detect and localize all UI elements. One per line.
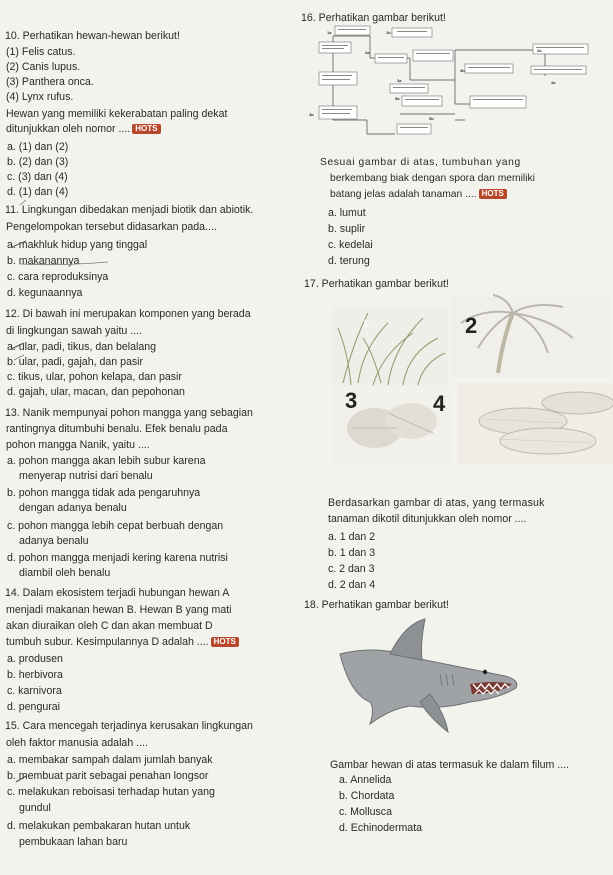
key-label: 4a [551,80,556,85]
q12-option-b[interactable]: b. ular, padi, gajah, dan pasir [7,356,144,368]
q17-stem: 17. Perhatikan gambar berikut! [304,278,449,290]
q10-item: (4) Lynx rufus. [6,91,74,103]
q12-option-d[interactable]: d. gajah, ular, macan, dan pepohonan [7,386,185,398]
q15-option-d-cont: pembukaan lahan baru [19,836,128,848]
q15-stem-line: 15. Cara mencegah terjadinya kerusakan lingkungan [5,720,253,732]
hots-badge: HOTS [132,124,160,134]
q10-item: (1) Felis catus. [6,46,76,58]
q14-stem-line: akan diuraikan oleh C dan akan membuat D [6,620,213,632]
q10-stem: 10. Perhatikan hewan-hewan berikut! [5,30,180,42]
q16-option-a[interactable]: a. lumut [328,207,366,219]
q16-question-line: batang jelas adalah tanaman .... HOTS [330,188,507,202]
q15-option-d[interactable]: d. melakukan pembakaran hutan untuk [7,820,191,832]
q11-stem-line: Pengelompokan tersebut didasarkan pada.... [6,221,217,233]
q15-option-b[interactable]: b. membuat parit sebagai penahan longsor [7,770,209,782]
q14-option-c[interactable]: c. karnivora [7,685,62,697]
key-label: 5a [395,96,400,101]
q13-stem-line: rantingnya ditumbuhi benalu. Efek benalu pada [6,423,228,435]
q14-stem-line: menjadi makanan hewan B. Hewan B yang mati [6,604,232,616]
key-label: 2a [365,50,370,55]
q11-option-d[interactable]: d. kegunaannya [7,287,83,299]
photo-number: 4 [433,391,446,416]
q11-stem-line: 11. Lingkungan dibedakan menjadi biotik dan abiotik. [5,204,254,216]
q18-question: Gambar hewan di atas termasuk ke dalam filum .... [330,759,570,771]
identification-key-diagram [305,24,613,152]
shark-illustration [330,614,530,744]
plant-photos [333,293,613,465]
q12-option-a[interactable]: a. ular, padi, tikus, dan belalang [7,341,157,353]
q17-option-a[interactable]: a. 1 dan 2 [328,531,376,543]
q11-option-a[interactable]: a. makhluk hidup yang tinggal [7,239,148,251]
key-label: 3a [397,78,402,83]
key-label: 5b [429,116,434,121]
rice-plant-photo [333,307,448,387]
key-label: 4b [309,112,314,117]
key-label: 1a [327,30,332,35]
q18-option-b[interactable]: b. Chordata [339,790,395,802]
q13-option-d[interactable]: d. pohon mangga menjadi kering karena nutrisi [7,552,228,564]
q13-option-c[interactable]: c. pohon mangga lebih cepat berbuah dengan [7,520,224,532]
key-label: 3b [460,68,465,73]
photo-number: 2 [465,313,478,338]
q13-option-c-cont: adanya benalu [19,535,89,547]
q15-option-a[interactable]: a. membakar sampah dalam jumlah banyak [7,754,213,766]
q16-option-d[interactable]: d. terung [328,255,370,267]
q14-option-b[interactable]: b. herbivora [7,669,63,681]
q17-option-b[interactable]: b. 1 dan 3 [328,547,376,559]
key-label: 1b [386,30,391,35]
q15-option-c[interactable]: c. melakukan reboisasi terhadap hutan yang [7,786,215,798]
q13-option-b[interactable]: b. pohon mangga tidak ada pengaruhnya [7,487,201,499]
hots-badge: HOTS [479,189,507,199]
q10-option-a[interactable]: a. (1) dan (2) [7,141,69,153]
q10-option-c[interactable]: c. (3) dan (4) [7,171,68,183]
q16-stem: 16. Perhatikan gambar berikut! [301,12,446,24]
q11-option-c[interactable]: c. cara reproduksinya [7,271,109,283]
q10-option-b[interactable]: b. (2) dan (3) [7,156,69,168]
q16-question-line: berkembang biak dengan spora dan memiliki [330,173,535,184]
q13-stem-line: pohon mangga Nanik, yaitu .... [6,439,150,451]
q15-option-c-cont: gundul [19,802,51,814]
q13-option-a[interactable]: a. pohon mangga akan lebih subur karena [7,455,206,467]
q16-option-c[interactable]: c. kedelai [328,239,373,251]
q10-item: (2) Canis lupus. [6,61,81,73]
q13-option-b-cont: dengan adanya benalu [19,502,127,514]
q13-option-a-cont: menyerap nutrisi dari benalu [19,470,153,482]
q16-option-b[interactable]: b. suplir [328,223,366,235]
q14-option-d[interactable]: d. pengurai [7,701,61,713]
q13-stem-line: 13. Nanik mempunyai pohon mangga yang sebagian [5,407,253,419]
q18-stem: 18. Perhatikan gambar berikut! [304,599,449,611]
q13-option-d-cont: diambil oleh benalu [19,567,111,579]
q17-question-line: tanaman dikotil ditunjukkan oleh nomor .... [328,513,527,525]
q12-stem-line: di lingkungan sawah yaitu .... [6,325,143,337]
q18-option-a[interactable]: a. Annelida [339,774,392,786]
q18-option-d[interactable]: d. Echinodermata [339,822,423,834]
q12-option-c[interactable]: c. tikus, ular, pohon kelapa, dan pasir [7,371,182,383]
q17-option-c[interactable]: c. 2 dan 3 [328,563,375,575]
q10-question-line: ditunjukkan oleh nomor .... HOTS [6,122,161,136]
q10-question-line: Hewan yang memiliki kekerabatan paling dekat [6,108,228,120]
q16-question-line: Sesuai gambar di atas, tumbuhan yang [320,157,521,168]
q14-option-a[interactable]: a. produsen [7,653,63,665]
q17-option-d[interactable]: d. 2 dan 4 [328,579,376,591]
hots-badge: HOTS [211,637,239,647]
q11-option-b[interactable]: b. makanannya [7,255,80,267]
photo-number: 1 [363,318,370,330]
q10-option-d[interactable]: d. (1) dan (4) [7,186,69,198]
q14-stem-line: 14. Dalam ekosistem terjadi hubungan hewan A [5,587,230,599]
q18-option-c[interactable]: c. Mollusca [339,806,392,818]
q17-question-line: Berdasarkan gambar di atas, yang termasuk [328,497,545,509]
q15-stem-line: oleh faktor manusia adalah .... [6,737,148,749]
photo-number: 3 [345,388,358,413]
key-label: 2b [537,48,542,53]
q10-item: (3) Panthera onca. [6,76,94,88]
q14-stem-line: tumbuh subur. Kesimpulannya D adalah .... HOTS [6,635,239,649]
corn-photo [457,383,613,465]
q12-stem-line: 12. Di bawah ini merupakan komponen yang berada [5,308,251,320]
